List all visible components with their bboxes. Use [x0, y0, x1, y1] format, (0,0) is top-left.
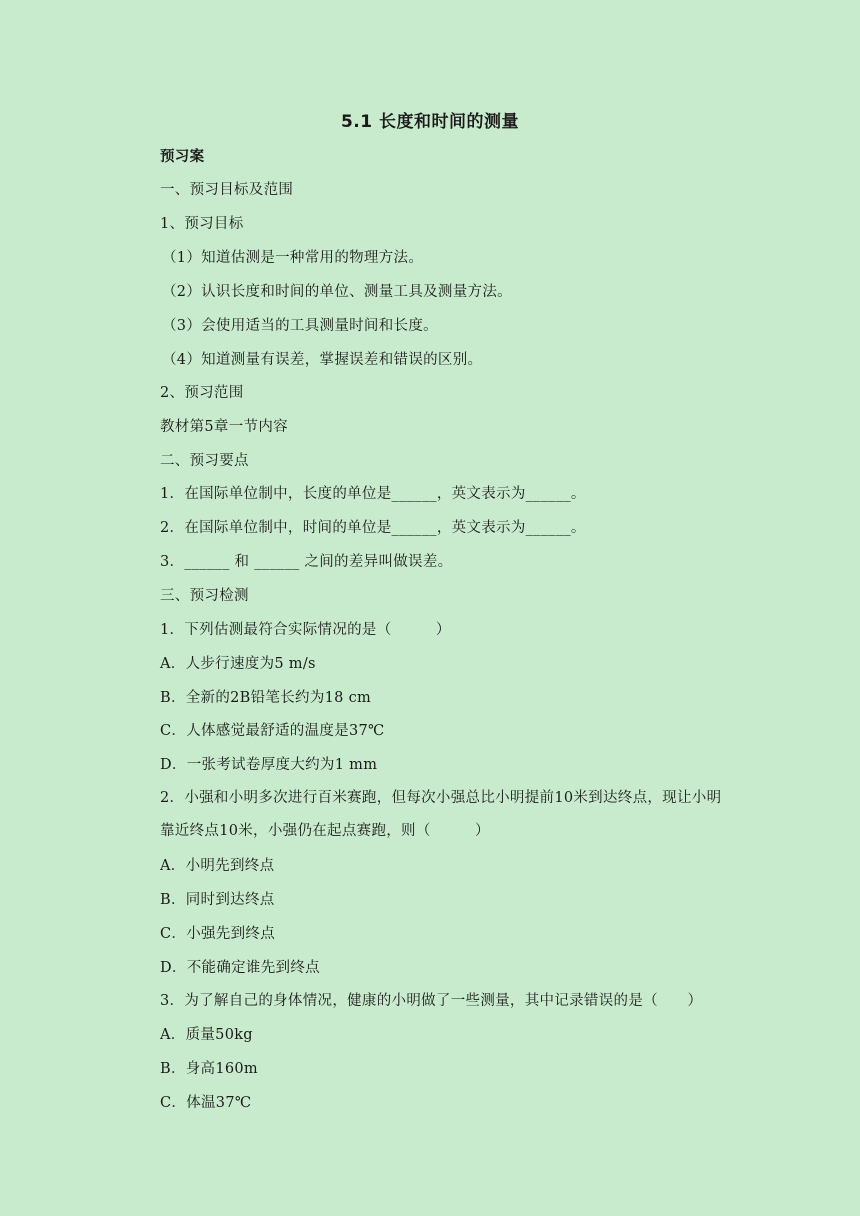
- key-point-1: 1．在国际单位制中，长度的单位是______，英文表示为______。: [160, 486, 586, 502]
- scope-text: 教材第5章一节内容: [160, 419, 288, 435]
- key-point-2: 2．在国际单位制中，时间的单位是______，英文表示为______。: [160, 520, 586, 536]
- question-3-option-b: B．身高160m: [160, 1061, 258, 1077]
- question-1-option-d: D．一张考试卷厚度大约为1 mm: [160, 757, 378, 773]
- document-title: 5.1 长度和时间的测量: [340, 112, 520, 132]
- goal-item-2: （2）认识长度和时间的单位、测量工具及测量方法。: [162, 284, 512, 300]
- question-2-option-a: A．小明先到终点: [160, 858, 275, 874]
- section-heading-preview: 预习案: [160, 149, 205, 165]
- question-3-option-a: A．质量50kg: [160, 1027, 253, 1043]
- question-1-option-b: B．全新的2B铅笔长约为18 cm: [160, 690, 372, 706]
- question-3: 3．为了解自己的身体情况，健康的小明做了一些测量，其中记录错误的是（ ）: [160, 993, 703, 1009]
- goal-item-3: （3）会使用适当的工具测量时间和长度。: [162, 318, 438, 334]
- question-2-option-c: C．小强先到终点: [160, 926, 275, 942]
- question-1: 1．下列估测最符合实际情况的是（ ）: [160, 622, 451, 638]
- question-2-option-d: D．不能确定谁先到终点: [160, 960, 320, 976]
- heading-key-points: 二、预习要点: [160, 453, 249, 469]
- goal-item-4: （4）知道测量有误差，掌握误差和错误的区别。: [162, 352, 483, 368]
- heading-goals-and-scope: 一、预习目标及范围: [160, 182, 294, 198]
- question-1-option-c: C．人体感觉最舒适的温度是37℃: [160, 723, 385, 739]
- key-point-3: 3．______ 和 ______ 之间的差异叫做误差。: [160, 554, 453, 570]
- goal-item-1: （1）知道估测是一种常用的物理方法。: [162, 250, 424, 266]
- heading-check: 三、预习检测: [160, 588, 249, 604]
- question-2-line-2: 靠近终点10米，小强仍在起点赛跑，则（ ）: [160, 823, 490, 839]
- question-2-line-1: 2．小强和小明多次进行百米赛跑，但每次小强总比小明提前10米到达终点，现让小明: [160, 790, 722, 806]
- subheading-scope: 2、预习范围: [160, 385, 244, 401]
- question-3-option-c: C．体温37℃: [160, 1095, 252, 1111]
- subheading-goals: 1、预习目标: [160, 216, 244, 232]
- question-2-option-b: B．同时到达终点: [160, 892, 275, 908]
- question-1-option-a: A．人步行速度为5 m/s: [160, 656, 316, 672]
